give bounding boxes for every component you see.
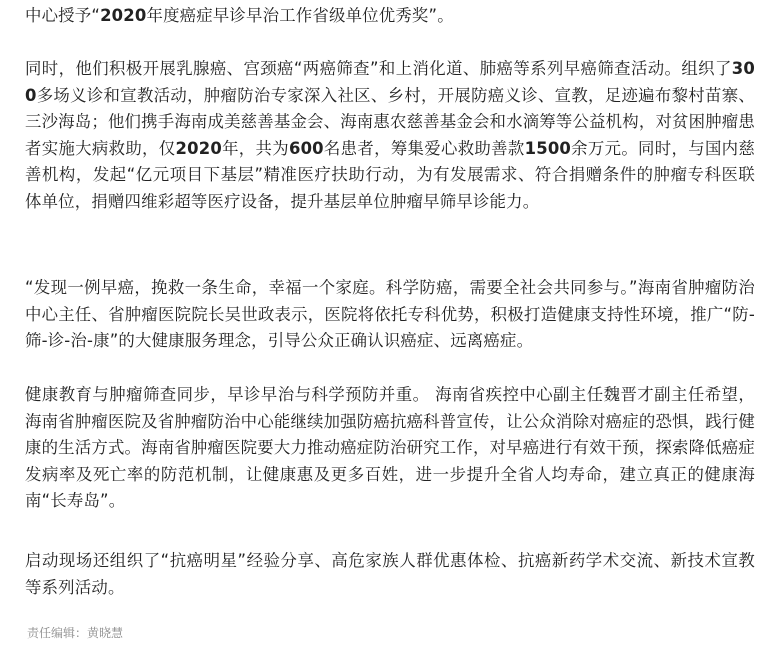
bold-figure: 600 (288, 138, 324, 158)
bold-figure: 300 (25, 59, 755, 105)
paragraph (25, 382, 755, 515)
text-run: 年度癌症早诊早治工作省级单位优秀奖”。 (146, 6, 454, 25)
text-run: 年，共为 (221, 138, 289, 158)
paragraph (25, 548, 755, 601)
bold-figure: 1500 (524, 138, 572, 158)
text-run: “发现一例早癌，挽救一条生命，幸福一个家庭。科学防癌，需要全社会共同参与。”海南省肿瘤防治中心主任、省肿瘤医院院长吴世政表示，医院将依托专科优势，积极打造健康支持性环境，推广“防-筛-诊-治-康”的大健康服务理念，引导公众正确认识癌症、远离癌症。 (25, 278, 755, 350)
responsible-editor: 责任编辑：黄晓慧 (27, 626, 124, 640)
text-run: 名患者，筹集爱心救助善款 (323, 138, 525, 158)
text-run: 余万元。同时，与国内慈善机构，发起“亿元项目下基层”精准医疗扶助行动，为有发展需求、符合捐赠条件的肿瘤专科医联体单位，捐赠四维彩超等医疗设备，提升基层单位肿瘤早筛早诊能力。 (25, 138, 755, 211)
text-run: 多场义诊和宣教活动，肿瘤防治专家深入社区、乡村，开展防癌义诊、宣教，足迹遍布黎村苗寨、三沙海岛；他们携手海南成美慈善基金会、海南惠农慈善基金会和水滴筹等公益机构，对贫困肿瘤患者实施大病救助，仅 (25, 85, 755, 158)
text-run: 启动现场还组织了“抗癌明星”经验分享、高危家族人群优惠体检、抗癌新药学术交流、新技术宣教等系列活动。 (25, 551, 755, 597)
paragraph (25, 3, 755, 30)
text-run: 同时，他们积极开展乳腺癌、宫颈癌“两癌筛查”和上消化道、肺癌等系列早癌筛查活动。组织了 (25, 59, 732, 78)
bold-figure: 2020 (100, 6, 147, 25)
text-run: 健康教育与肿瘤筛查同步，早诊早治与科学预防并重。 海南省疾控中心副主任魏晋才副主任希望，海南省肿瘤医院及省肿瘤防治中心能继续加强防癌抗癌科普宣传，让公众消除对癌症的恐惧，践行健康的生活方式。海南省肿瘤医院要大力推动癌症防治研究工作，对早癌进行有效干预，探索降低癌症发病率及死亡率的防范机制，让健康惠及更多百姓，进一步提升全省人均寿命，建立真正的健康海南“长寿岛”。 (25, 385, 755, 510)
bold-figure: 2020 (175, 138, 222, 158)
paragraph (25, 275, 755, 355)
text-run: 中心授予“ (25, 6, 101, 25)
paragraph (25, 56, 755, 215)
